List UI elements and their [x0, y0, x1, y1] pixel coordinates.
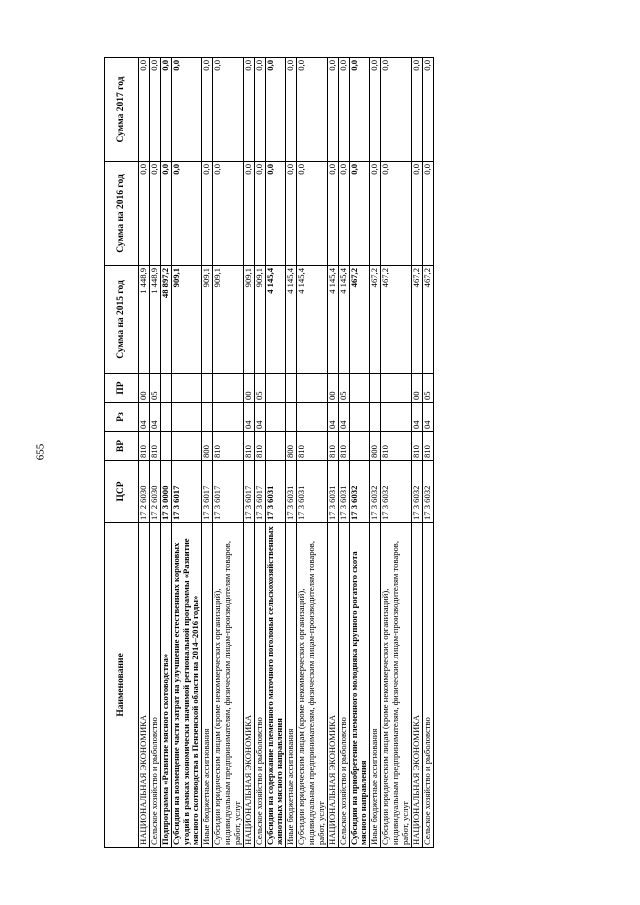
header-vr: ВР — [105, 432, 139, 461]
cell-name: НАЦИОНАЛЬНАЯ ЭКОНОМИКА — [411, 523, 422, 848]
cell-name: НАЦИОНАЛЬНАЯ ЭКОНОМИКА — [243, 523, 254, 848]
table-row — [381, 58, 412, 848]
cell-name: НАЦИОНАЛЬНАЯ ЭКОНОМИКА — [139, 523, 150, 848]
cell-sum-2017: 0,0 — [160, 58, 171, 162]
cell-csr: 17 3 0000 — [160, 461, 171, 523]
cell-sum-2016: 0,0 — [171, 162, 202, 266]
cell-pr — [381, 374, 412, 403]
cell-name: Подпрограмма «Развитие мясного скотоводства» — [160, 523, 171, 848]
cell-sum-2016: 0,0 — [297, 162, 328, 266]
cell-vr: 810 — [149, 432, 160, 461]
cell-pr: 00 — [243, 374, 254, 403]
cell-sum-2016: 0,0 — [213, 162, 244, 266]
header-sum-2015: Сумма на 2015 год — [105, 266, 139, 374]
table-row — [422, 58, 433, 848]
cell-csr: 17 3 6017 — [243, 461, 254, 523]
cell-sum-2016: 0,0 — [422, 162, 433, 266]
cell-sum-2015: 467,2 — [349, 266, 370, 374]
cell-sum-2017: 0,0 — [297, 58, 328, 162]
header-name: Наименование — [105, 523, 139, 848]
table-row — [411, 58, 422, 848]
table-row — [265, 58, 286, 848]
cell-sum-2017: 0,0 — [327, 58, 338, 162]
header-sum-2017: Сумма 2017 год — [105, 58, 139, 162]
cell-name: Субсидии юридическим лицам (кроме некоммерческих организаций), индивидуальным предпринимателям, физическим лицам-производителям товаров, работ, услуг — [381, 523, 412, 848]
table-row — [254, 58, 265, 848]
cell-rz: 04 — [338, 403, 349, 432]
cell-sum-2017: 0,0 — [422, 58, 433, 162]
cell-rz — [160, 403, 171, 432]
cell-vr — [349, 432, 370, 461]
table-row — [297, 58, 328, 848]
cell-sum-2015: 4 145,4 — [297, 266, 328, 374]
cell-sum-2015: 909,1 — [171, 266, 202, 374]
cell-sum-2016: 0,0 — [381, 162, 412, 266]
header-sum-2016: Сумма на 2016 год — [105, 162, 139, 266]
cell-vr: 810 — [213, 432, 244, 461]
table-row — [286, 58, 297, 848]
cell-csr: 17 3 6031 — [327, 461, 338, 523]
cell-name: Иные бюджетные ассигнования — [286, 523, 297, 848]
cell-vr: 800 — [370, 432, 381, 461]
table-row — [243, 58, 254, 848]
cell-sum-2015: 4 145,4 — [338, 266, 349, 374]
cell-csr: 17 3 6032 — [422, 461, 433, 523]
cell-sum-2016: 0,0 — [349, 162, 370, 266]
cell-sum-2017: 0,0 — [370, 58, 381, 162]
cell-sum-2015: 467,2 — [411, 266, 422, 374]
cell-sum-2016: 0,0 — [327, 162, 338, 266]
header-pr: ПР — [105, 374, 139, 403]
cell-pr — [286, 374, 297, 403]
page-number: 655 — [34, 443, 47, 461]
cell-sum-2016: 0,0 — [139, 162, 150, 266]
cell-csr: 17 3 6032 — [349, 461, 370, 523]
cell-rz: 04 — [254, 403, 265, 432]
cell-rz — [265, 403, 286, 432]
cell-vr: 810 — [254, 432, 265, 461]
cell-csr: 17 3 6031 — [338, 461, 349, 523]
cell-pr: 05 — [149, 374, 160, 403]
cell-csr: 17 3 6031 — [286, 461, 297, 523]
cell-sum-2015: 1 448,9 — [149, 266, 160, 374]
cell-csr: 17 3 6017 — [213, 461, 244, 523]
cell-name: НАЦИОНАЛЬНАЯ ЭКОНОМИКА — [327, 523, 338, 848]
header-csr: ЦСР — [105, 461, 139, 523]
cell-sum-2015: 909,1 — [243, 266, 254, 374]
cell-sum-2016: 0,0 — [411, 162, 422, 266]
header-rz: Рз — [105, 403, 139, 432]
cell-name: Субсидии на приобретение племенного молодняка крупного рогатого скота мясного направления — [349, 523, 370, 848]
table-row — [202, 58, 213, 848]
cell-csr: 17 2 6030 — [149, 461, 160, 523]
cell-vr: 810 — [139, 432, 150, 461]
cell-pr — [349, 374, 370, 403]
cell-name: Субсидии на содержание племенного маточного поголовья сельскохозяйственных животных мясного направления — [265, 523, 286, 848]
cell-vr: 800 — [202, 432, 213, 461]
cell-rz — [381, 403, 412, 432]
cell-pr: 00 — [411, 374, 422, 403]
cell-vr: 810 — [338, 432, 349, 461]
cell-rz — [202, 403, 213, 432]
cell-sum-2017: 0,0 — [139, 58, 150, 162]
cell-rz — [297, 403, 328, 432]
cell-sum-2016: 0,0 — [149, 162, 160, 266]
cell-sum-2015: 467,2 — [370, 266, 381, 374]
cell-sum-2015: 467,2 — [381, 266, 412, 374]
cell-vr — [171, 432, 202, 461]
cell-sum-2015: 48 897,2 — [160, 266, 171, 374]
cell-sum-2017: 0,0 — [149, 58, 160, 162]
cell-csr: 17 3 6017 — [171, 461, 202, 523]
cell-rz: 04 — [243, 403, 254, 432]
cell-pr: 05 — [422, 374, 433, 403]
cell-csr: 17 3 6031 — [265, 461, 286, 523]
cell-csr: 17 3 6032 — [381, 461, 412, 523]
cell-sum-2016: 0,0 — [243, 162, 254, 266]
budget-table — [104, 57, 434, 848]
cell-sum-2017: 0,0 — [411, 58, 422, 162]
cell-sum-2017: 0,0 — [286, 58, 297, 162]
cell-pr: 05 — [338, 374, 349, 403]
cell-vr: 810 — [381, 432, 412, 461]
cell-sum-2016: 0,0 — [338, 162, 349, 266]
cell-sum-2017: 0,0 — [381, 58, 412, 162]
cell-sum-2016: 0,0 — [160, 162, 171, 266]
cell-rz — [370, 403, 381, 432]
cell-sum-2015: 909,1 — [213, 266, 244, 374]
cell-vr: 810 — [422, 432, 433, 461]
table-row — [149, 58, 160, 848]
cell-sum-2017: 0,0 — [254, 58, 265, 162]
cell-name: Субсидии юридическим лицам (кроме некоммерческих организаций), индивидуальным предпринимателям, физическим лицам-производителям товаров, работ, услуг — [297, 523, 328, 848]
cell-sum-2015: 4 145,4 — [286, 266, 297, 374]
cell-vr: 810 — [411, 432, 422, 461]
cell-csr: 17 3 6031 — [297, 461, 328, 523]
cell-csr: 17 3 6032 — [370, 461, 381, 523]
cell-sum-2015: 909,1 — [202, 266, 213, 374]
cell-name: Сельское хозяйство и рыболовство — [149, 523, 160, 848]
cell-vr: 810 — [327, 432, 338, 461]
table-row — [338, 58, 349, 848]
cell-sum-2016: 0,0 — [202, 162, 213, 266]
cell-sum-2017: 0,0 — [265, 58, 286, 162]
cell-pr — [171, 374, 202, 403]
rotated-table-container — [104, 58, 571, 848]
cell-csr: 17 3 6017 — [202, 461, 213, 523]
cell-vr: 810 — [297, 432, 328, 461]
cell-pr: 00 — [327, 374, 338, 403]
cell-sum-2015: 1 448,9 — [139, 266, 150, 374]
cell-name: Сельское хозяйство и рыболовство — [422, 523, 433, 848]
table-row — [327, 58, 338, 848]
cell-vr — [160, 432, 171, 461]
cell-pr: 05 — [254, 374, 265, 403]
cell-vr — [265, 432, 286, 461]
cell-rz — [213, 403, 244, 432]
cell-rz: 04 — [139, 403, 150, 432]
cell-csr: 17 3 6017 — [254, 461, 265, 523]
cell-rz — [171, 403, 202, 432]
cell-vr: 800 — [286, 432, 297, 461]
cell-pr — [213, 374, 244, 403]
cell-pr — [202, 374, 213, 403]
cell-sum-2017: 0,0 — [213, 58, 244, 162]
table-row — [370, 58, 381, 848]
cell-pr — [160, 374, 171, 403]
cell-name: Иные бюджетные ассигнования — [370, 523, 381, 848]
cell-name: Субсидии юридическим лицам (кроме некоммерческих организаций), индивидуальным предпринимателям, физическим лицам-производителям товаров, работ, услуг — [213, 523, 244, 848]
cell-sum-2016: 0,0 — [286, 162, 297, 266]
cell-rz: 04 — [149, 403, 160, 432]
cell-sum-2015: 909,1 — [254, 266, 265, 374]
cell-name: Иные бюджетные ассигнования — [202, 523, 213, 848]
cell-sum-2017: 0,0 — [349, 58, 370, 162]
cell-pr — [297, 374, 328, 403]
cell-pr — [265, 374, 286, 403]
cell-sum-2016: 0,0 — [265, 162, 286, 266]
cell-name: Сельское хозяйство и рыболовство — [254, 523, 265, 848]
cell-rz — [349, 403, 370, 432]
cell-sum-2017: 0,0 — [243, 58, 254, 162]
cell-rz: 04 — [411, 403, 422, 432]
table-body — [139, 58, 434, 848]
table-row — [171, 58, 202, 848]
cell-vr: 810 — [243, 432, 254, 461]
cell-sum-2017: 0,0 — [202, 58, 213, 162]
cell-sum-2017: 0,0 — [171, 58, 202, 162]
table-header-row — [105, 58, 139, 848]
cell-pr: 00 — [139, 374, 150, 403]
cell-pr — [370, 374, 381, 403]
table-row — [213, 58, 244, 848]
cell-sum-2015: 4 145,4 — [265, 266, 286, 374]
table-row — [139, 58, 150, 848]
cell-sum-2017: 0,0 — [338, 58, 349, 162]
table-row — [349, 58, 370, 848]
cell-sum-2015: 4 145,4 — [327, 266, 338, 374]
cell-csr: 17 2 6030 — [139, 461, 150, 523]
cell-name: Сельское хозяйство и рыболовство — [338, 523, 349, 848]
cell-sum-2015: 467,2 — [422, 266, 433, 374]
cell-rz: 04 — [327, 403, 338, 432]
cell-sum-2016: 0,0 — [254, 162, 265, 266]
cell-sum-2016: 0,0 — [370, 162, 381, 266]
cell-rz — [286, 403, 297, 432]
cell-name: Субсидии на возмещение части затрат на улучшение естественных кормовых угодий в рамках экономически значимой региональной программы «Развитие мясного скотоводства в Пензенской области на 2014–2016 годы» — [171, 523, 202, 848]
cell-csr: 17 3 6032 — [411, 461, 422, 523]
cell-rz: 04 — [422, 403, 433, 432]
table-row — [160, 58, 171, 848]
